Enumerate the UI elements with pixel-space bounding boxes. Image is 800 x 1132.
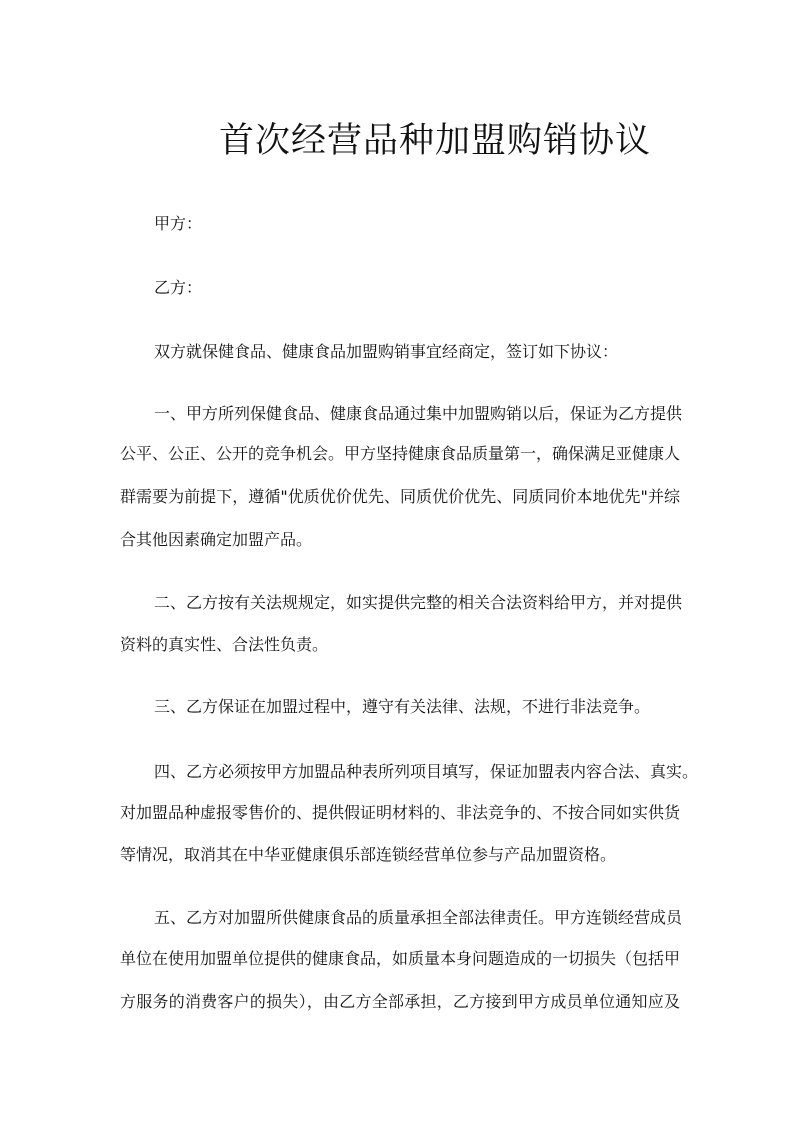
party-a-label: 甲方：	[154, 214, 203, 233]
document-title: 首次经营品种加盟购销协议	[218, 121, 651, 161]
clause-3-line: 三、乙方保证在加盟过程中，遵守有关法律、法规，不进行非法竞争。	[154, 697, 651, 716]
clause-1-line: 合其他因素确定加盟产品。	[120, 530, 313, 549]
clause-1-line: 公平、公正、公开的竞争机会。甲方坚持健康食品质量第一，确保满足亚健康人	[120, 444, 681, 463]
party-b-label: 乙方：	[154, 278, 203, 297]
intro-paragraph: 双方就保健食品、健康食品加盟购销事宜经商定，签订如下协议：	[154, 342, 619, 361]
clause-4-line: 四、乙方必须按甲方加盟品种表所列项目填写，保证加盟表内容合法、真实。	[154, 762, 699, 781]
clause-1-line: 群需要为前提下，遵循"优质优价优先、同质优价优先、同质同价本地优先"并综	[120, 487, 680, 506]
clause-2-line: 二、乙方按有关法规规定，如实提供完整的相关合法资料给甲方，并对提供	[154, 593, 683, 612]
clause-5-line: 五、乙方对加盟所供健康食品的质量承担全部法律责任。甲方连锁经营成员	[154, 908, 683, 927]
clause-5-line: 单位在使用加盟单位提供的健康食品，如质量本身问题造成的一切损失（包括甲	[120, 949, 681, 968]
clause-5-line: 方服务的消费客户的损失），由乙方全部承担，乙方接到甲方成员单位通知应及	[120, 992, 680, 1011]
clause-4-line: 等情况，取消其在中华亚健康俱乐部连锁经营单位参与产品加盟资格。	[120, 845, 617, 864]
clause-1-line: 一、甲方所列保健食品、健康食品通过集中加盟购销以后，保证为乙方提供	[154, 404, 683, 423]
clause-2-line: 资料的真实性、合法性负责。	[120, 635, 329, 654]
clause-4-line: 对加盟品种虚报零售价的、提供假证明材料的、非法竞争的、不按合同如实供货	[120, 803, 681, 822]
